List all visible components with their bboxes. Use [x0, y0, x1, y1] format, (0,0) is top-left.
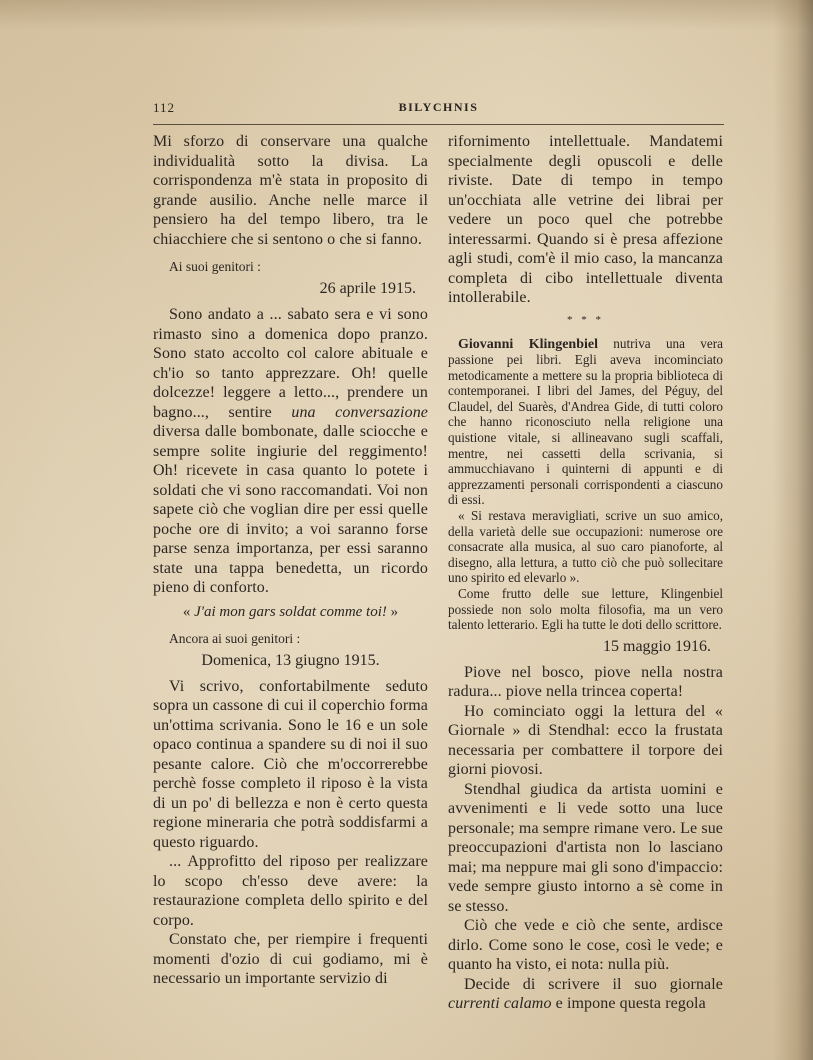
paragraph: Piove nel bosco, piove nella nostra radura... piove nella trincea coperta! — [448, 663, 723, 701]
paragraph-text: e impone questa regola — [551, 995, 706, 1013]
page-header — [153, 100, 724, 120]
emphasized-text: una conversazione — [291, 403, 428, 421]
right-column — [448, 132, 723, 1014]
section-separator: * * * — [567, 313, 604, 326]
paragraph: Vi scrivo, confortabilmente seduto sopra un cassone di cui il coperchio forma un'ottima scrivania. Sono le 16 e un sole opaco continua a spandere su di noi il suo pesante calore. Ciò che m'occorrerebbe perchè fosse completo il riposo è la vista di un po' di bellezza e non è certo questa regione mineraria che potrà soddisfarmi a questo riguardo. — [153, 677, 428, 851]
emphasized-text: currenti calamo — [448, 995, 552, 1013]
quote-text: J'ai mon gars soldat comme toi! — [194, 603, 387, 620]
paragraph: rifornimento intellettuale. Mandatemi specialmente degli opuscoli e delle riviste. Date di tempo in tempo un'occhiata alle vetrine dei librai per vedere un poco quel che potrebbe interessarmi. Quando si è presa affezione agli studi, com'è il mio caso, la mancanza completa di cibo intellettuale diventa intollerabile. — [448, 133, 723, 306]
quote-mark: « — [182, 603, 195, 620]
quotation — [153, 604, 428, 621]
paragraph-text: Decide di scrivere il suo giornale — [464, 975, 723, 993]
letter-date: Domenica, 13 giugno 1915. — [201, 651, 380, 669]
left-column — [153, 132, 428, 989]
paragraph — [448, 975, 723, 1014]
biography-paragraph — [448, 336, 723, 509]
paragraph: Ciò che vede e ciò che sente, ardisce dirlo. Come sono le cose, così le vede; e quanto ha visto, ei nota: nulla più. — [448, 917, 723, 974]
paragraph: Mi sforzo di conservare una qualche individualità sotto la divisa. La corrispondenza m'è stata in proposito di grande ausilio. Anche nelle marce il pensiero ha del tempo libero, tra le chiacchiere che si sentono o che si fanno. — [153, 133, 428, 248]
page-number: 112 — [153, 100, 176, 115]
page-binding-shadow — [773, 0, 813, 1060]
letter-date: 15 maggio 1916. — [603, 637, 711, 655]
biography-paragraph: Come frutto delle sue letture, Klingenbiel possiede non solo molta filosofia, ma un vero talento letterario. Egli ha tutte le doti dello scrittore. — [448, 586, 723, 633]
paragraph: Constato che, per riempire i frequenti momenti d'ozio di cui godiamo, mi è necessario un importante servizio di — [153, 931, 428, 987]
page-top-shadow — [0, 0, 813, 30]
letter-date: 26 aprile 1915. — [319, 280, 416, 297]
paragraph: Ho cominciato oggi la lettura del « Giornale » di Stendhal: ecco la frustata necessaria per combattere il torpore dei giorni piovosi. — [448, 702, 723, 779]
quote-mark: » — [386, 603, 399, 620]
running-title: BILYCHNIS — [398, 100, 479, 114]
paragraph: ... Approfitto del riposo per realizzare lo scopo ch'esso deve avere: la restaurazione completa dello spirito e del corpo. — [153, 853, 428, 929]
letter-intro: Ancora ai suoi genitori : — [169, 630, 301, 646]
person-name: Giovanni Klingenbiel — [458, 336, 598, 352]
paragraph — [153, 305, 428, 598]
paragraph-text: Sono andato a ... sabato sera e vi sono rimasto sino a domenica dopo pranzo. Sono stato accolto col calore abituale e ch'io so tanto apprezzare. Oh! quelle dolcezze! leggere a letto..., prendere un bagno..., sentire — [153, 306, 428, 421]
letter-intro: Ai suoi genitori : — [169, 259, 261, 274]
paragraph-text: nutriva una vera passione pei libri. Egli aveva incominciato metodicamente a mettere su la propria biblioteca di contemporanei. I libri del James, del Péguy, del Claudel, del Suarès, d'Andrea Gide, di tutti coloro che hanno riconosciuto nella religione una quistione vitale, si allineavano sugli scaffali, mentre, nei cassetti della scrivania, si ammucchiavano i quinterni di appunti e di apprezzamenti personali corrispondenti a ciascuno di essi. — [448, 335, 723, 508]
biography-paragraph: « Si restava meravigliati, scrive un suo amico, della varietà delle sue occupazioni: numerose ore consacrate alla musica, al suo caro pianoforte, al disegno, alla lettura, a tutto ciò che può sollecitare uno spirito ed elevarlo ». — [448, 508, 723, 586]
paragraph-text: diversa dalle bombonate, dalle sciocche e sempre solite ingiurie del reggimento! Oh! ricevete in casa quanto lo potete i soldati che vi sono raccomandati. Voi non sapete ciò che voglian dire per essi quelle poche ore di invito; a voi saranno forse parse senza importanza, per essi saranno state una tappa benedetta, un ricordo pieno di conforto. — [153, 423, 428, 596]
header-rule — [153, 124, 724, 125]
paragraph: Stendhal giudica da artista uomini e avvenimenti e li vede sotto una luce personale; ma sempre rimane vero. Le sue preoccupazioni d'artista non lo lasciano mai; ma neppure mai gli sono d'impaccio: vede sempre giusto intorno a sè come in se stesso. — [448, 780, 723, 915]
